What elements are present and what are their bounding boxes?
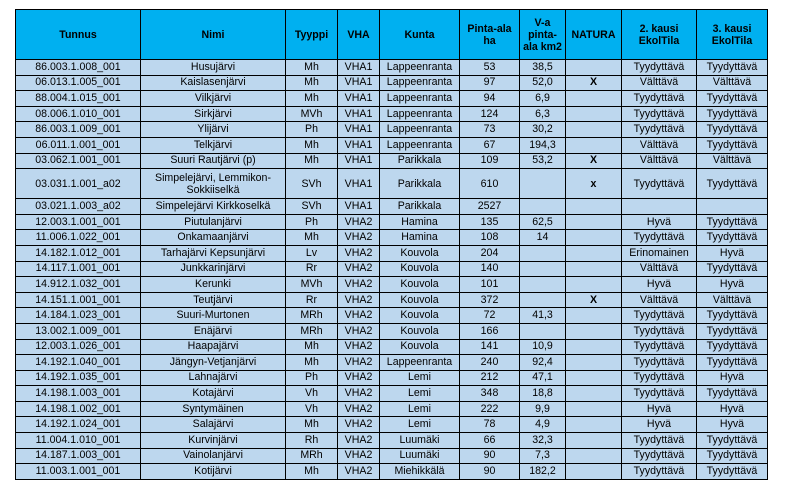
cell-nimi: Sirkjärvi xyxy=(141,106,286,122)
cell-kausi2: Tyydyttävä xyxy=(622,106,697,122)
cell-vha: VHA2 xyxy=(338,355,380,371)
cell-kausi2: Tyydyttävä xyxy=(622,464,697,480)
cell-pinta-ala: 348 xyxy=(460,386,520,402)
cell-kunta: Parikkala xyxy=(380,169,460,199)
cell-tunnus: 11.004.1.010_001 xyxy=(16,433,141,449)
cell-tyyppi: Ph xyxy=(286,214,338,230)
cell-nimi: Kaislasenjärvi xyxy=(141,75,286,91)
table-row xyxy=(16,153,768,169)
cell-tyyppi: Mh xyxy=(286,60,338,76)
cell-kunta: Lappeenranta xyxy=(380,60,460,76)
cell-natura xyxy=(566,91,622,107)
cell-tunnus: 14.182.1.012_001 xyxy=(16,245,141,261)
cell-vha: VHA2 xyxy=(338,339,380,355)
cell-va-pinta-ala: 38,5 xyxy=(520,60,566,76)
cell-natura xyxy=(566,433,622,449)
cell-tunnus: 03.062.1.001_001 xyxy=(16,153,141,169)
cell-va-pinta-ala: 10,9 xyxy=(520,339,566,355)
cell-tunnus: 11.003.1.001_001 xyxy=(16,464,141,480)
cell-tunnus: 86.003.1.008_001 xyxy=(16,60,141,76)
cell-kausi2 xyxy=(622,199,697,215)
cell-vha: VHA2 xyxy=(338,308,380,324)
cell-vha: VHA2 xyxy=(338,417,380,433)
cell-tunnus: 14.198.1.002_001 xyxy=(16,401,141,417)
cell-tunnus: 03.021.1.003_a02 xyxy=(16,199,141,215)
cell-kunta: Lappeenranta xyxy=(380,91,460,107)
cell-va-pinta-ala: 53,2 xyxy=(520,153,566,169)
cell-kunta: Hamina xyxy=(380,230,460,246)
cell-tunnus: 12.003.1.026_001 xyxy=(16,339,141,355)
cell-vha: VHA1 xyxy=(338,91,380,107)
cell-pinta-ala: 610 xyxy=(460,169,520,199)
cell-vha: VHA2 xyxy=(338,433,380,449)
cell-nimi: Simpelejärvi, Lemmikon-Sokkiiselkä xyxy=(141,169,286,199)
cell-va-pinta-ala: 6,3 xyxy=(520,106,566,122)
cell-pinta-ala: 166 xyxy=(460,323,520,339)
cell-tyyppi: Mh xyxy=(286,464,338,480)
cell-tunnus: 14.184.1.023_001 xyxy=(16,308,141,324)
cell-vha: VHA1 xyxy=(338,122,380,138)
cell-tyyppi: MVh xyxy=(286,277,338,293)
table-row xyxy=(16,106,768,122)
cell-nimi: Suuri-Murtonen xyxy=(141,308,286,324)
cell-kunta: Miehikkälä xyxy=(380,464,460,480)
cell-va-pinta-ala xyxy=(520,292,566,308)
cell-kausi2: Välttävä xyxy=(622,153,697,169)
cell-tunnus: 12.003.1.001_001 xyxy=(16,214,141,230)
cell-kausi2: Hyvä xyxy=(622,277,697,293)
cell-tunnus: 86.003.1.009_001 xyxy=(16,122,141,138)
table-row xyxy=(16,417,768,433)
cell-tyyppi: Mh xyxy=(286,355,338,371)
cell-va-pinta-ala: 18,8 xyxy=(520,386,566,402)
cell-vha: VHA2 xyxy=(338,292,380,308)
table-row xyxy=(16,169,768,199)
cell-kunta: Parikkala xyxy=(380,199,460,215)
cell-nimi: Tarhajärvi Kepsunjärvi xyxy=(141,245,286,261)
cell-tyyppi: Mh xyxy=(286,230,338,246)
cell-kunta: Kouvola xyxy=(380,261,460,277)
cell-natura xyxy=(566,214,622,230)
table-row xyxy=(16,199,768,215)
cell-natura xyxy=(566,60,622,76)
cell-va-pinta-ala: 30,2 xyxy=(520,122,566,138)
cell-nimi: Kurvinjärvi xyxy=(141,433,286,449)
cell-natura xyxy=(566,464,622,480)
table-row xyxy=(16,137,768,153)
cell-pinta-ala: 2527 xyxy=(460,199,520,215)
cell-kausi2: Tyydyttävä xyxy=(622,386,697,402)
cell-va-pinta-ala xyxy=(520,323,566,339)
cell-tyyppi: Vh xyxy=(286,386,338,402)
cell-nimi: Kotijärvi xyxy=(141,464,286,480)
header-pinta-ala: Pinta-ala ha xyxy=(460,10,520,60)
cell-kunta: Lappeenranta xyxy=(380,137,460,153)
cell-vha: VHA2 xyxy=(338,448,380,464)
cell-vha: VHA1 xyxy=(338,169,380,199)
cell-vha: VHA2 xyxy=(338,245,380,261)
cell-kausi3: Tyydyttävä xyxy=(697,230,768,246)
cell-kunta: Kouvola xyxy=(380,292,460,308)
cell-tyyppi: MRh xyxy=(286,448,338,464)
cell-kausi3: Tyydyttävä xyxy=(697,169,768,199)
cell-pinta-ala: 53 xyxy=(460,60,520,76)
cell-kausi3: Tyydyttävä xyxy=(697,386,768,402)
table-row xyxy=(16,60,768,76)
cell-kausi3: Tyydyttävä xyxy=(697,261,768,277)
cell-tunnus: 14.151.1.001_001 xyxy=(16,292,141,308)
cell-kausi2: Välttävä xyxy=(622,75,697,91)
cell-nimi: Piutulanjärvi xyxy=(141,214,286,230)
cell-kausi2: Hyvä xyxy=(622,401,697,417)
cell-va-pinta-ala: 32,3 xyxy=(520,433,566,449)
cell-nimi: Lahnajärvi xyxy=(141,370,286,386)
cell-tyyppi: SVh xyxy=(286,199,338,215)
cell-vha: VHA2 xyxy=(338,214,380,230)
cell-tyyppi: Lv xyxy=(286,245,338,261)
header-kunta: Kunta xyxy=(380,10,460,60)
cell-kausi2: Välttävä xyxy=(622,137,697,153)
cell-kausi3: Tyydyttävä xyxy=(697,433,768,449)
cell-vha: VHA2 xyxy=(338,464,380,480)
cell-nimi: Vilkjärvi xyxy=(141,91,286,107)
cell-pinta-ala: 72 xyxy=(460,308,520,324)
cell-natura xyxy=(566,137,622,153)
cell-natura xyxy=(566,261,622,277)
cell-kausi2: Tyydyttävä xyxy=(622,339,697,355)
cell-kausi3: Tyydyttävä xyxy=(697,214,768,230)
cell-kunta: Lemi xyxy=(380,370,460,386)
cell-kausi3: Tyydyttävä xyxy=(697,339,768,355)
cell-nimi: Teutjärvi xyxy=(141,292,286,308)
cell-pinta-ala: 141 xyxy=(460,339,520,355)
table-row xyxy=(16,261,768,277)
cell-tyyppi: Mh xyxy=(286,137,338,153)
cell-pinta-ala: 108 xyxy=(460,230,520,246)
cell-va-pinta-ala xyxy=(520,169,566,199)
cell-tyyppi: Mh xyxy=(286,75,338,91)
cell-kunta: Kouvola xyxy=(380,323,460,339)
cell-pinta-ala: 73 xyxy=(460,122,520,138)
cell-tunnus: 14.192.1.040_001 xyxy=(16,355,141,371)
cell-kausi3: Hyvä xyxy=(697,277,768,293)
cell-kausi3: Hyvä xyxy=(697,370,768,386)
cell-natura xyxy=(566,401,622,417)
cell-vha: VHA1 xyxy=(338,199,380,215)
cell-pinta-ala: 372 xyxy=(460,292,520,308)
cell-va-pinta-ala xyxy=(520,277,566,293)
cell-kausi3: Hyvä xyxy=(697,245,768,261)
cell-vha: VHA2 xyxy=(338,277,380,293)
cell-va-pinta-ala: 9,9 xyxy=(520,401,566,417)
cell-natura xyxy=(566,106,622,122)
cell-tyyppi: Rh xyxy=(286,433,338,449)
header-kausi2: 2. kausi EkolTila xyxy=(622,10,697,60)
table-row xyxy=(16,448,768,464)
cell-pinta-ala: 67 xyxy=(460,137,520,153)
cell-tunnus: 06.013.1.005_001 xyxy=(16,75,141,91)
cell-kausi2: Tyydyttävä xyxy=(622,230,697,246)
cell-va-pinta-ala: 194,3 xyxy=(520,137,566,153)
cell-vha: VHA1 xyxy=(338,137,380,153)
header-nimi: Nimi xyxy=(141,10,286,60)
cell-kunta: Kouvola xyxy=(380,277,460,293)
table-row xyxy=(16,339,768,355)
cell-pinta-ala: 90 xyxy=(460,448,520,464)
table-row xyxy=(16,323,768,339)
table-row xyxy=(16,370,768,386)
cell-pinta-ala: 78 xyxy=(460,417,520,433)
lake-status-table xyxy=(15,9,768,480)
cell-tunnus: 13.002.1.009_001 xyxy=(16,323,141,339)
cell-kausi3: Hyvä xyxy=(697,417,768,433)
cell-kausi3: Tyydyttävä xyxy=(697,308,768,324)
table-row xyxy=(16,245,768,261)
cell-kausi3: Tyydyttävä xyxy=(697,122,768,138)
cell-nimi: Haapajärvi xyxy=(141,339,286,355)
table-row xyxy=(16,214,768,230)
cell-pinta-ala: 124 xyxy=(460,106,520,122)
cell-tyyppi: Rr xyxy=(286,292,338,308)
cell-kausi3: Tyydyttävä xyxy=(697,323,768,339)
cell-natura xyxy=(566,339,622,355)
cell-pinta-ala: 222 xyxy=(460,401,520,417)
cell-nimi: Syntymäinen xyxy=(141,401,286,417)
cell-kausi2: Hyvä xyxy=(622,214,697,230)
header-va-pinta-ala: V-a pinta-ala km2 xyxy=(520,10,566,60)
cell-vha: VHA2 xyxy=(338,370,380,386)
cell-nimi: Kotajärvi xyxy=(141,386,286,402)
cell-tyyppi: Ph xyxy=(286,370,338,386)
cell-vha: VHA1 xyxy=(338,75,380,91)
cell-natura xyxy=(566,448,622,464)
cell-kunta: Lemi xyxy=(380,401,460,417)
cell-nimi: Jängyn-Vetjanjärvi xyxy=(141,355,286,371)
cell-kunta: Kouvola xyxy=(380,339,460,355)
cell-kunta: Lappeenranta xyxy=(380,355,460,371)
cell-tyyppi: MRh xyxy=(286,323,338,339)
cell-tunnus: 14.192.1.035_001 xyxy=(16,370,141,386)
cell-kausi2: Tyydyttävä xyxy=(622,323,697,339)
cell-nimi: Ylijärvi xyxy=(141,122,286,138)
cell-va-pinta-ala: 182,2 xyxy=(520,464,566,480)
cell-pinta-ala: 66 xyxy=(460,433,520,449)
cell-tunnus: 14.117.1.001_001 xyxy=(16,261,141,277)
cell-pinta-ala: 135 xyxy=(460,214,520,230)
cell-va-pinta-ala: 92,4 xyxy=(520,355,566,371)
table-row xyxy=(16,386,768,402)
cell-kausi2: Tyydyttävä xyxy=(622,169,697,199)
cell-tyyppi: Vh xyxy=(286,401,338,417)
cell-vha: VHA2 xyxy=(338,386,380,402)
table-body xyxy=(16,60,768,480)
cell-nimi: Suuri Rautjärvi (p) xyxy=(141,153,286,169)
cell-kausi2: Tyydyttävä xyxy=(622,355,697,371)
table-row xyxy=(16,75,768,91)
cell-kausi3: Tyydyttävä xyxy=(697,464,768,480)
cell-pinta-ala: 94 xyxy=(460,91,520,107)
cell-kausi2: Erinomainen xyxy=(622,245,697,261)
cell-pinta-ala: 140 xyxy=(460,261,520,277)
table-row xyxy=(16,277,768,293)
cell-natura: x xyxy=(566,169,622,199)
table-row xyxy=(16,355,768,371)
cell-va-pinta-ala: 41,3 xyxy=(520,308,566,324)
cell-vha: VHA2 xyxy=(338,230,380,246)
cell-tunnus: 88.004.1.015_001 xyxy=(16,91,141,107)
cell-kausi3: Välttävä xyxy=(697,292,768,308)
cell-kausi2: Tyydyttävä xyxy=(622,448,697,464)
cell-tyyppi: SVh xyxy=(286,169,338,199)
cell-natura xyxy=(566,323,622,339)
cell-pinta-ala: 212 xyxy=(460,370,520,386)
cell-natura xyxy=(566,417,622,433)
cell-tyyppi: Mh xyxy=(286,153,338,169)
cell-natura: X xyxy=(566,292,622,308)
header-vha: VHA xyxy=(338,10,380,60)
table-row xyxy=(16,230,768,246)
cell-kausi3: Tyydyttävä xyxy=(697,91,768,107)
cell-kausi2: Välttävä xyxy=(622,292,697,308)
cell-natura xyxy=(566,308,622,324)
cell-va-pinta-ala xyxy=(520,245,566,261)
cell-natura xyxy=(566,230,622,246)
cell-tunnus: 14.912.1.032_001 xyxy=(16,277,141,293)
cell-va-pinta-ala: 6,9 xyxy=(520,91,566,107)
cell-va-pinta-ala: 7,3 xyxy=(520,448,566,464)
table-row xyxy=(16,292,768,308)
cell-kausi3: Tyydyttävä xyxy=(697,60,768,76)
cell-tyyppi: MVh xyxy=(286,106,338,122)
cell-vha: VHA2 xyxy=(338,401,380,417)
cell-nimi: Simpelejärvi Kirkkoselkä xyxy=(141,199,286,215)
cell-kunta: Luumäki xyxy=(380,433,460,449)
cell-va-pinta-ala: 4,9 xyxy=(520,417,566,433)
cell-va-pinta-ala xyxy=(520,261,566,277)
cell-kunta: Lappeenranta xyxy=(380,122,460,138)
cell-kunta: Hamina xyxy=(380,214,460,230)
header-natura: NATURA xyxy=(566,10,622,60)
cell-kausi2: Tyydyttävä xyxy=(622,60,697,76)
cell-kausi3: Välttävä xyxy=(697,153,768,169)
cell-kunta: Lemi xyxy=(380,417,460,433)
cell-tyyppi: Mh xyxy=(286,339,338,355)
cell-pinta-ala: 90 xyxy=(460,464,520,480)
cell-va-pinta-ala: 52,0 xyxy=(520,75,566,91)
cell-nimi: Husujärvi xyxy=(141,60,286,76)
cell-nimi: Junkkarinjärvi xyxy=(141,261,286,277)
cell-nimi: Onkamaanjärvi xyxy=(141,230,286,246)
cell-kunta: Kouvola xyxy=(380,245,460,261)
cell-kausi3: Tyydyttävä xyxy=(697,106,768,122)
cell-va-pinta-ala: 14 xyxy=(520,230,566,246)
table-row xyxy=(16,91,768,107)
cell-nimi: Telkjärvi xyxy=(141,137,286,153)
cell-kausi3 xyxy=(697,199,768,215)
cell-tunnus: 14.198.1.003_001 xyxy=(16,386,141,402)
cell-kausi2: Tyydyttävä xyxy=(622,370,697,386)
cell-kausi2: Hyvä xyxy=(622,417,697,433)
table-row xyxy=(16,308,768,324)
cell-kunta: Luumäki xyxy=(380,448,460,464)
cell-kausi2: Tyydyttävä xyxy=(622,91,697,107)
cell-tunnus: 08.006.1.010_001 xyxy=(16,106,141,122)
cell-nimi: Vainolanjärvi xyxy=(141,448,286,464)
cell-tyyppi: Ph xyxy=(286,122,338,138)
cell-kunta: Lappeenranta xyxy=(380,75,460,91)
cell-tunnus: 11.006.1.022_001 xyxy=(16,230,141,246)
cell-kausi3: Tyydyttävä xyxy=(697,137,768,153)
cell-vha: VHA2 xyxy=(338,261,380,277)
cell-tunnus: 06.011.1.001_001 xyxy=(16,137,141,153)
cell-natura xyxy=(566,386,622,402)
table-row xyxy=(16,433,768,449)
cell-nimi: Kerunki xyxy=(141,277,286,293)
cell-kausi2: Välttävä xyxy=(622,261,697,277)
cell-kunta: Kouvola xyxy=(380,308,460,324)
cell-pinta-ala: 109 xyxy=(460,153,520,169)
cell-natura: X xyxy=(566,153,622,169)
cell-tyyppi: Rr xyxy=(286,261,338,277)
cell-pinta-ala: 204 xyxy=(460,245,520,261)
cell-vha: VHA2 xyxy=(338,323,380,339)
cell-kausi2: Tyydyttävä xyxy=(622,308,697,324)
header-tyyppi: Tyyppi xyxy=(286,10,338,60)
cell-tunnus: 03.031.1.001_a02 xyxy=(16,169,141,199)
cell-natura xyxy=(566,370,622,386)
cell-nimi: Enäjärvi xyxy=(141,323,286,339)
cell-tunnus: 14.187.1.003_001 xyxy=(16,448,141,464)
cell-va-pinta-ala: 47,1 xyxy=(520,370,566,386)
cell-nimi: Salajärvi xyxy=(141,417,286,433)
table-row xyxy=(16,122,768,138)
cell-natura: X xyxy=(566,75,622,91)
cell-natura xyxy=(566,277,622,293)
header-tunnus: Tunnus xyxy=(16,10,141,60)
cell-pinta-ala: 97 xyxy=(460,75,520,91)
cell-tyyppi: MRh xyxy=(286,308,338,324)
cell-kunta: Parikkala xyxy=(380,153,460,169)
cell-natura xyxy=(566,199,622,215)
cell-vha: VHA1 xyxy=(338,153,380,169)
cell-natura xyxy=(566,245,622,261)
cell-kausi3: Hyvä xyxy=(697,401,768,417)
cell-kausi2: Tyydyttävä xyxy=(622,122,697,138)
cell-va-pinta-ala: 62,5 xyxy=(520,214,566,230)
cell-pinta-ala: 101 xyxy=(460,277,520,293)
cell-va-pinta-ala xyxy=(520,199,566,215)
cell-kausi3: Tyydyttävä xyxy=(697,355,768,371)
cell-vha: VHA1 xyxy=(338,106,380,122)
cell-natura xyxy=(566,355,622,371)
table-row xyxy=(16,464,768,480)
cell-tyyppi: Mh xyxy=(286,417,338,433)
cell-kunta: Lemi xyxy=(380,386,460,402)
cell-kausi2: Tyydyttävä xyxy=(622,433,697,449)
cell-kunta: Lappeenranta xyxy=(380,106,460,122)
cell-kausi3: Välttävä xyxy=(697,75,768,91)
cell-vha: VHA1 xyxy=(338,60,380,76)
table-row xyxy=(16,401,768,417)
cell-natura xyxy=(566,122,622,138)
cell-kausi3: Tyydyttävä xyxy=(697,448,768,464)
cell-pinta-ala: 240 xyxy=(460,355,520,371)
cell-tunnus: 14.192.1.024_001 xyxy=(16,417,141,433)
cell-tyyppi: Mh xyxy=(286,91,338,107)
header-kausi3: 3. kausi EkolTila xyxy=(697,10,768,60)
header-row xyxy=(16,10,768,60)
